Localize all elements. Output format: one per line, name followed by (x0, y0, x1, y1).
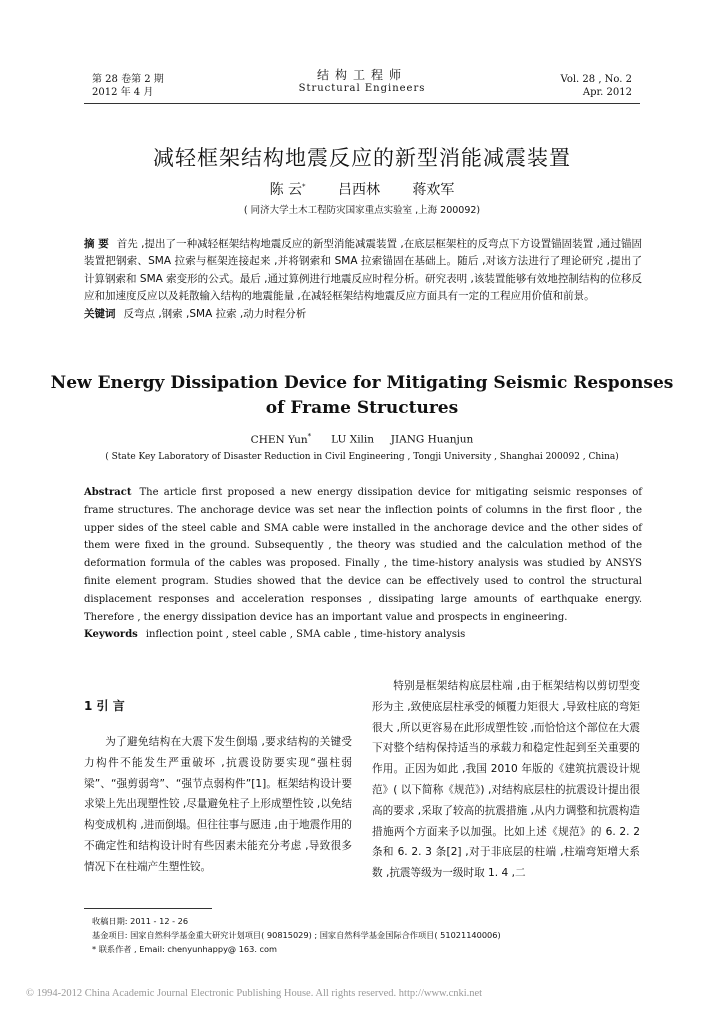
author-cn: 蒋欢军 (412, 182, 455, 198)
journal-name-cn: 结构工程师 (316, 68, 407, 82)
paper-title-en-line2: of Frame Structures (265, 398, 459, 418)
abstract-label-en: Abstract (84, 487, 132, 498)
copyright-notice: © 1994-2012 China Academic Journal Electronic Publishing House. All rights reserved. http://www.cnki.net (26, 988, 483, 999)
keywords-text-cn: 反弯点 ,钢索 ,SMA 拉索 ,动力时程分析 (123, 307, 307, 320)
section-heading: 1 引 言 (84, 699, 125, 713)
footnotes (92, 914, 501, 956)
footnote-divider (84, 908, 212, 909)
footnote-contact: * 联系作者 , Email: chenyunhappy@ 163. com (92, 944, 278, 954)
header-divider (84, 103, 640, 104)
abstract-text-cn: 首先 ,提出了一种减轻框架结构地震反应的新型消能减震装置 ,在底层框架柱的反弯点下方设置锚固装置 ,通过锚固装置把钢索、SMA 拉索与框架连接起来 ,并将钢索和 SMA 拉索锚固在基础上。随后 ,对该方法进行了理论研究 ,提出了计算钢索和 SMA 索变形的公式。最后 ,通过算例进行地震反应时程分析。研究表明 ,该装置能够有效地控制结构的位移反应和加速度反应以及耗散输入结构的地震能量 ,在减轻框架结构地震反应方面具有一定的工程应用价值和前景。 (84, 238, 643, 303)
author-cn: 陈 云* (269, 182, 306, 198)
keywords-text-en: inflection point , steel cable , SMA cable , time-history analysis (145, 629, 466, 641)
footnote-received: 收稿日期: 2011 - 12 - 26 (92, 916, 189, 926)
affiliation-cn: ( 同济大学土木工程防灾国家重点实验室 ,上海 200092) (243, 205, 481, 216)
footnote-funding: 基金项目: 国家自然科学基金重大研究计划项目( 90815029) ; 国家自然科学基金国际合作项目( 51021140006) (92, 930, 501, 940)
journal-issue-info-en (561, 73, 632, 99)
body-paragraph: 特别是框架结构底层柱端 ,由于框架结构以剪切型变形为主 ,致使底层柱承受的倾覆力矩很大 ,导致柱底的弯矩很大 ,所以更容易在此形成塑性铰 ,而恰恰这个部位在大震下对整个结构保持适当的承载力和稳定性起到至关重要的作用。正因为如此 ,我国 2010 年版的《建筑抗震设计规范》( 以下简称《规范》) ,对结构底层柱的抗震设计提出很高的要求 ,采取了较高的抗震措施 ,从内力调整和抗震构造措施两个方面来予以加强。比如上述《规范》的 6. 2. 2 条和 6. 2. 3 条[2] ,对于非底层的柱端 ,柱端弯矩增大系数 ,抗震等级为一级时取 1. 4 ,二 (372, 680, 640, 880)
author-en: CHEN Yun* (250, 432, 312, 446)
author-cn: 吕西林 (337, 182, 380, 198)
keywords-label-en: Keywords (84, 629, 138, 641)
keywords-label-cn: 关键词 (84, 307, 116, 320)
abstract-cn (84, 236, 642, 323)
author-en: LU Xilin (331, 433, 375, 446)
journal-date-en: Apr. 2012 (582, 87, 632, 98)
abstract-text-en: The article first proposed a new energy dissipation device for mitigating seismic responses of frame structures. The anchorage device was set near the inflection points of columns in the first floor , the upper sides of the steel cable and SMA cable were installed in the anchorage device and the other sides of them were fixed in the ground. Subsequently , the theory was studied and the calculation method of the deformation formula of the cables was proposed. Finally , the time-history analysis was studied by ANSYS finite element program. Studies showed that the device can be effectively used to control the structural displacement responses and acceleration responses , dissipating large amounts of earthquake energy. Therefore , the energy dissipation device has an important value and prospects in engineering. (84, 487, 642, 623)
body-paragraph: 为了避免结构在大震下发生倒塌 ,要求结构的关键受力构件不能发生严重破坏 ,抗震设防要实现“强柱弱梁”、“强剪弱弯”、“强节点弱构件”[1]。框架结构设计要求梁上先出现塑性铰 ,尽量避免柱子上形成塑性铰 ,以免结构变成机构 ,进而倒塌。但往往事与愿违 ,由于地震作用的不确定性和结构设计时有些因素未能充分考虑 ,导致很多情况下在柱端产生塑性铰。 (84, 736, 352, 873)
paper-title-en (0, 371, 724, 421)
paper-title-en-line1: New Energy Dissipation Device for Mitigating Seismic Responses (50, 373, 674, 393)
paper-title-cn: 减轻框架结构地震反应的新型消能减震装置 (153, 146, 571, 170)
abstract-label-cn: 摘 要 (84, 238, 109, 250)
author-en: JIANG Huanjun (390, 433, 474, 446)
journal-volume-en: Vol. 28 , No. 2 (560, 74, 632, 85)
abstract-en (84, 484, 642, 644)
body-column-left (84, 732, 352, 878)
journal-date: 2012 年 4 月 (92, 87, 154, 98)
journal-volume: 第 28 卷第 2 期 (92, 74, 164, 85)
author-list-en (0, 432, 724, 446)
body-column-right (372, 676, 640, 884)
affiliation-en: ( State Key Laboratory of Disaster Reduction in Civil Engineering , Tongji University , Shanghai 200092 , China) (105, 452, 619, 462)
author-list-cn (0, 179, 724, 199)
journal-name-en: Structural Engineers (298, 83, 426, 94)
